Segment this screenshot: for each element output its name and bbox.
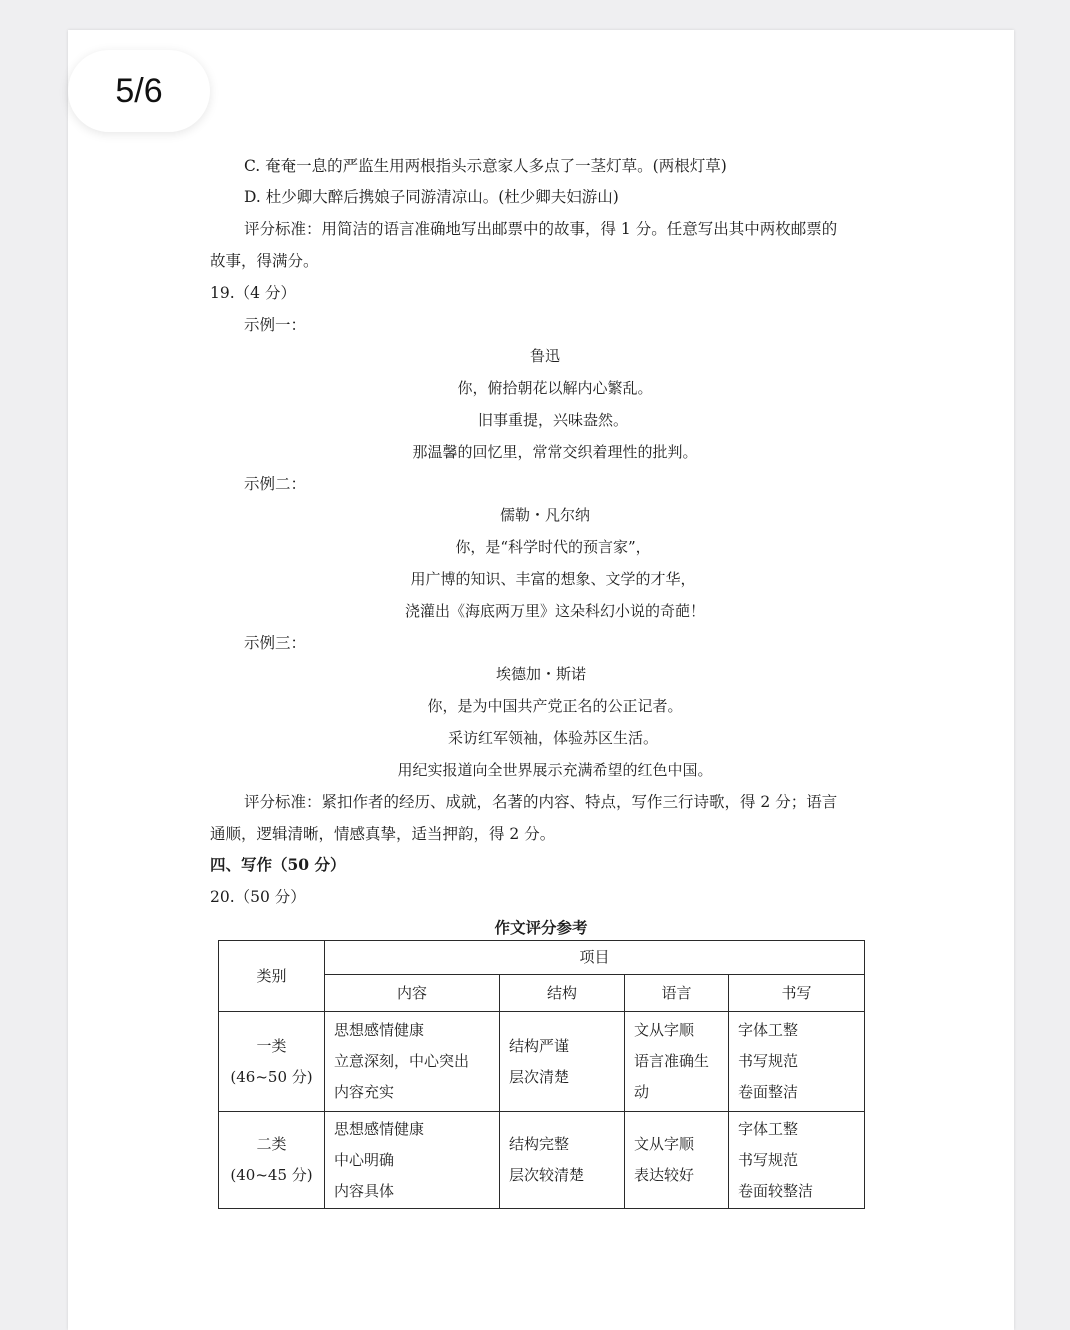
cell-line: 思想感情健康 (334, 1119, 425, 1138)
cell-line: 结构完整 (509, 1135, 570, 1153)
category-name: 二类 (256, 1135, 287, 1153)
grading-criteria-1: 评分标准：用简洁的语言准确地写出邮票中的故事，得 1 分。任意写出其中两枚邮票的 (244, 220, 838, 238)
header-writing: 书写 (729, 975, 865, 1012)
table-row (219, 1112, 865, 1209)
grading-criteria-2-cont: 通顺，逻辑清晰，情感真挚，适当押韵，得 2 分。 (210, 825, 556, 843)
section-4-heading: 四、写作（50 分） (210, 855, 346, 874)
question-20-heading: 20.（50 分） (210, 888, 306, 906)
cell-line: 文从字顺 (634, 1021, 695, 1039)
structure-cell (500, 1012, 625, 1112)
language-cell (625, 1012, 729, 1112)
page-indicator-badge: 5/6 (68, 50, 210, 132)
cell-line: 书写规范 (738, 1150, 799, 1169)
category-name: 一类 (256, 1036, 287, 1055)
cell-line: 层次较清楚 (509, 1166, 585, 1184)
language-cell (625, 1112, 729, 1209)
writing-cell (729, 1112, 865, 1209)
header-structure: 结构 (500, 975, 625, 1012)
cell-line: 文从字顺 (634, 1135, 695, 1153)
example-2-label: 示例二： (244, 475, 307, 493)
cell-line: 字体工整 (738, 1021, 799, 1039)
cell-line: 语言准确生 (634, 1052, 710, 1070)
header-language: 语言 (625, 975, 729, 1012)
cell-line: 立意深刻，中心突出 (334, 1052, 470, 1070)
example-3-label: 示例三： (244, 634, 307, 652)
cell-line: 卷面整洁 (738, 1083, 799, 1101)
cell-line: 内容具体 (334, 1181, 395, 1200)
category-cell (219, 1112, 325, 1209)
answer-option-d: D. 杜少卿大醉后携娘子同游清凉山。(杜少卿夫妇游山) (244, 188, 619, 206)
cell-line: 中心明确 (334, 1150, 395, 1169)
content-cell (325, 1112, 500, 1209)
cell-line: 层次清楚 (509, 1067, 570, 1086)
cell-line: 思想感情健康 (334, 1021, 425, 1039)
cell-line: 书写规范 (738, 1052, 799, 1070)
header-items: 项目 (325, 941, 865, 975)
category-range: (40~45 分) (230, 1166, 313, 1184)
cell-line: 动 (634, 1083, 650, 1101)
cell-line: 表达较好 (634, 1166, 695, 1184)
cell-line: 内容充实 (334, 1083, 395, 1101)
grading-criteria-2: 评分标准：紧扣作者的经历、成就，名著的内容、特点，写作三行诗歌，得 2 分；语言 (244, 793, 838, 811)
grading-criteria-1-cont: 故事，得满分。 (210, 252, 319, 270)
header-content: 内容 (325, 975, 500, 1012)
example-1-label: 示例一： (244, 316, 307, 334)
question-19-heading: 19.（4 分） (210, 284, 296, 302)
table-row (219, 1012, 865, 1112)
content-cell (325, 1012, 500, 1112)
category-range: (46~50 分) (230, 1067, 313, 1086)
structure-cell (500, 1112, 625, 1209)
cell-line: 结构严谨 (509, 1036, 570, 1055)
category-cell (219, 1012, 325, 1112)
cell-line: 字体工整 (738, 1119, 799, 1138)
writing-cell (729, 1012, 865, 1112)
header-category: 类别 (219, 941, 325, 1012)
essay-scoring-table (218, 940, 865, 1209)
answer-option-c: C. 奄奄一息的严监生用两根指头示意家人多点了一茎灯草。(两根灯草) (244, 157, 727, 175)
cell-line: 卷面较整洁 (738, 1181, 814, 1200)
